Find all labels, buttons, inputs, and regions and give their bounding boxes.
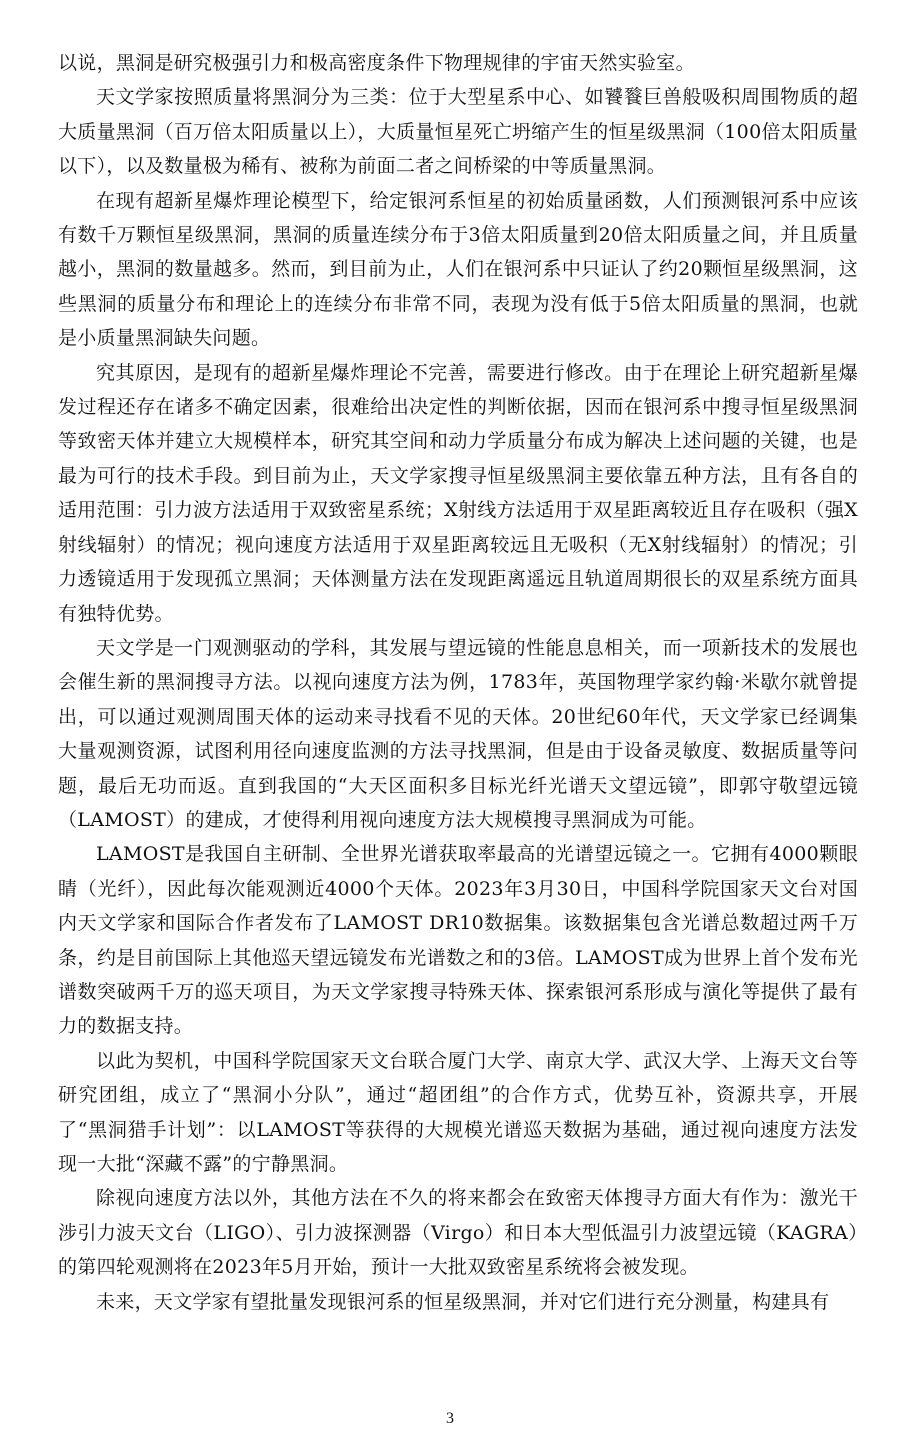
paragraph-missing-small-black-holes: 在现有超新星爆炸理论模型下，给定银河系恒星的初始质量函数，人们预测银河系中应该有数千万颗恒星级黑洞，黑洞的质量连续分布于3倍太阳质量到20倍太阳质量之间，并且质量越小，黑洞的数量越多。然而，到目前为止，人们在银河系中只证认了约20颗恒星级黑洞，这些黑洞的质量分布和理论上的连续分布非常不同，表现为没有低于5倍太阳质量的黑洞，也就是小质量黑洞缺失问题。 bbox=[58, 189, 858, 350]
paragraph-search-methods: 究其原因，是现有的超新星爆炸理论不完善，需要进行修改。由于在理论上研究超新星爆发过程还存在诸多不确定因素，很难给出决定性的判断依据，因而在银河系中搜寻恒星级黑洞等致密天体并建立大规模样本，研究其空间和动力学质量分布成为解决上述问题的关键，也是最为可行的技术手段。到目前为止，天文学家搜寻恒星级黑洞主要依靠五种方法，且有各自的适用范围：引力波方法适用于双致密星系统；X射线方法适用于双星距离较近且存在吸积（强X射线辐射）的情况；视向速度方法适用于双星距离较远且无吸积（无X射线辐射）的情况；引力透镜适用于发现孤立黑洞；天体测量方法在发现距离遥远且轨道周期很长的双星系统方面具有独特优势。 bbox=[58, 361, 858, 625]
paragraph-black-hole-classes: 天文学家按照质量将黑洞分为三类：位于大型星系中心、如饕餮巨兽般吸积周围物质的超大质量黑洞（百万倍太阳质量以上），大质量恒星死亡坍缩产生的恒星级黑洞（100倍太阳质量以下），以及数量极为稀有、被称为前面二者之间桥梁的中等质量黑洞。 bbox=[58, 86, 858, 178]
paragraph-observation-driven: 天文学是一门观测驱动的学科，其发展与望远镜的性能息息相关，而一项新技术的发展也会催生新的黑洞搜寻方法。以视向速度方法为例，1783年，英国物理学家约翰·米歇尔就曾提出，可以通过观测周围天体的运动来寻找看不见的天体。20世纪60年代，天文学家已经调集大量观测资源，试图利用径向速度监测的方法寻找黑洞，但是由于设备灵敏度、数据质量等问题，最后无功而返。直到我国的“大天区面积多目标光纤光谱天文望远镜”，即郭守敬望远镜（LAMOST）的建成，才使得利用视向速度方法大规模搜寻黑洞成为可能。 bbox=[58, 636, 858, 831]
paragraph-future: 未来，天文学家有望批量发现银河系的恒星级黑洞，并对它们进行充分测量，构建具有 bbox=[96, 1290, 830, 1313]
paragraph-black-hole-hunter-plan: 以此为契机，中国科学院国家天文台联合厦门大学、南京大学、武汉大学、上海天文台等研究团组，成立了“黑洞小分队”，通过“超团组”的合作方式，优势互补，资源共享，开展了“黑洞猎手计划”：以LAMOST等获得的大规模光谱巡天数据为基础，通过视向速度方法发现一大批“深藏不露”的宁静黑洞。 bbox=[58, 1049, 858, 1175]
page-number: 3 bbox=[446, 1410, 454, 1427]
article-body bbox=[58, 46, 858, 1319]
paragraph-lamost: LAMOST是我国自主研制、全世界光谱获取率最高的光谱望远镜之一。它拥有4000颗眼睛（光纤），因此每次能观测近4000个天体。2023年3月30日，中国科学院国家天文台对国内天文学家和国际合作者发布了LAMOST DR10数据集。该数据集包含光谱总数超过两千万条，约是目前国际上其他巡天望远镜发布光谱数之和的3倍。LAMOST成为世界上首个发布光谱数突破两千万的巡天项目，为天文学家搜寻特殊天体、探索银河系形成与演化等提供了最有力的数据支持。 bbox=[58, 843, 858, 1038]
paragraph-other-methods: 除视向速度方法以外，其他方法在不久的将来都会在致密天体搜寻方面大有作为：激光干涉引力波天文台（LIGO）、引力波探测器（Virgo）和日本大型低温引力波望远镜（KAGRA）的第四轮观测将在2023年5月开始，预计一大批双致密星系统将会被发现。 bbox=[58, 1187, 858, 1279]
paragraph-continuation: 以说，黑洞是研究极强引力和极高密度条件下物理规律的宇宙天然实验室。 bbox=[58, 52, 695, 74]
